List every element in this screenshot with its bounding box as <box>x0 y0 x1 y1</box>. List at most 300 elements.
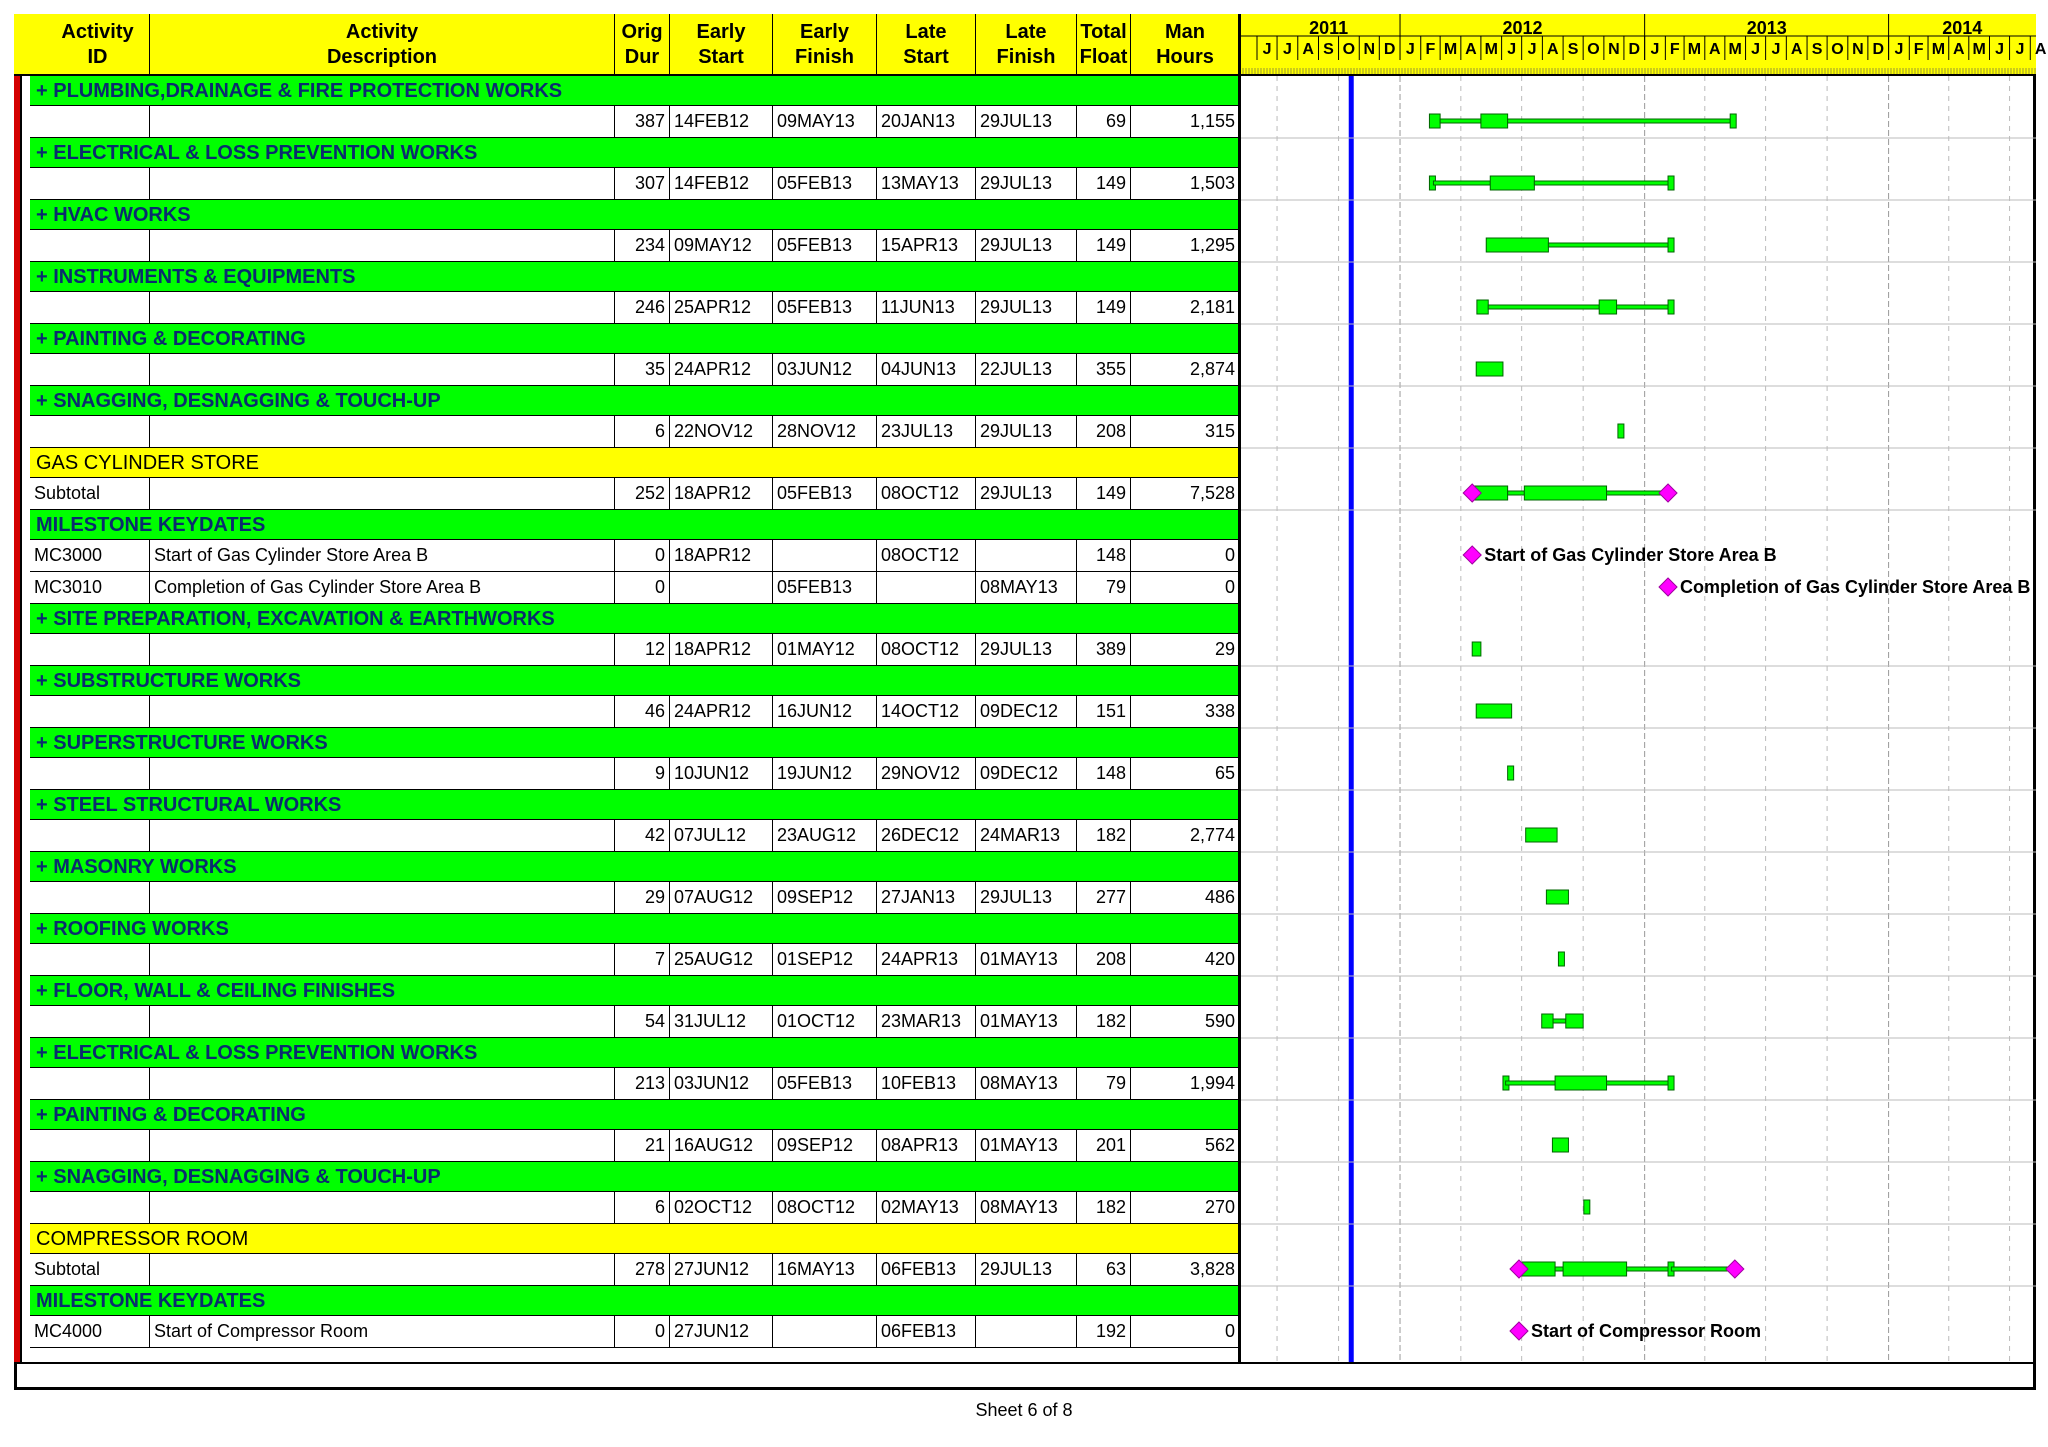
cell-mh: 590 <box>1131 1006 1240 1037</box>
activity-bar <box>1730 114 1736 128</box>
cell-tf: 148 <box>1077 540 1131 571</box>
group-band <box>30 852 1240 882</box>
cell-ef: 19JUN12 <box>773 758 877 789</box>
cell-lf: 22JUL13 <box>976 354 1077 385</box>
cell-lf: 29JUL13 <box>976 416 1077 447</box>
month-label: D <box>1872 41 1885 58</box>
group-label: + MASONRY WORKS <box>36 856 237 878</box>
group-label: + SITE PREPARATION, EXCAVATION & EARTHWORKS <box>36 608 555 630</box>
cell-id <box>30 820 150 851</box>
table-row[interactable] <box>30 292 1240 324</box>
cell-desc <box>150 478 615 509</box>
cell-id: Subtotal <box>30 1254 150 1285</box>
table-row[interactable] <box>30 230 1240 262</box>
header-orig-dur: Orig Dur <box>615 14 670 76</box>
cell-ef: 03JUN12 <box>773 354 877 385</box>
table-row[interactable] <box>30 1068 1240 1100</box>
cell-lf: 09DEC12 <box>976 696 1077 727</box>
cell-ls: 23JUL13 <box>877 416 976 447</box>
year-label: 2012 <box>1502 18 1543 38</box>
cell-ef: 05FEB13 <box>773 168 877 199</box>
group-band <box>30 76 1240 106</box>
milestone-label: Start of Compressor Room <box>1530 1321 1762 1341</box>
cell-dur: 7 <box>615 944 670 975</box>
table-row[interactable] <box>30 168 1240 200</box>
cell-lf: 08MAY13 <box>976 572 1077 603</box>
month-label: N <box>1608 41 1620 58</box>
cell-id <box>30 292 150 323</box>
month-label: A <box>1952 41 1965 58</box>
section-label: GAS CYLINDER STORE <box>36 452 260 474</box>
activity-bar-thin <box>1440 119 1481 123</box>
cell-mh: 315 <box>1131 416 1240 447</box>
milestone-diamond <box>1659 578 1677 596</box>
cell-id <box>30 168 150 199</box>
activity-bar-thin <box>1534 181 1668 185</box>
group-band <box>30 1100 1240 1130</box>
milestone-row[interactable] <box>30 540 1240 572</box>
cell-dur: 29 <box>615 882 670 913</box>
cell-tf: 148 <box>1077 758 1131 789</box>
activity-bar <box>1668 238 1674 252</box>
group-label: + STEEL STRUCTURAL WORKS <box>36 794 342 816</box>
cell-es: 02OCT12 <box>670 1192 773 1223</box>
group-band <box>30 976 1240 1006</box>
cell-ef: 09SEP12 <box>773 1130 877 1161</box>
cell-ls: 24APR13 <box>877 944 976 975</box>
cell-id <box>30 1130 150 1161</box>
cell-ef: 16JUN12 <box>773 696 877 727</box>
month-label: J <box>2015 41 2025 58</box>
cell-es: 31JUL12 <box>670 1006 773 1037</box>
header-early-start: Early Start <box>670 14 773 76</box>
table-row[interactable] <box>30 1254 1240 1286</box>
cell-mh: 1,295 <box>1131 230 1240 261</box>
cell-tf: 63 <box>1077 1254 1131 1285</box>
activity-bar <box>1486 238 1548 252</box>
month-label: J <box>1751 41 1761 58</box>
month-label: M <box>1931 41 1946 58</box>
activity-bar <box>1477 300 1488 314</box>
header-early-finish: Early Finish <box>773 14 877 76</box>
cell-id <box>30 696 150 727</box>
activity-bar <box>1552 1138 1568 1152</box>
group-label: + ROOFING WORKS <box>36 918 229 940</box>
cell-lf: 29JUL13 <box>976 1254 1077 1285</box>
cell-desc <box>150 882 615 913</box>
activity-bar-thin <box>1555 1267 1563 1271</box>
cell-mh: 1,503 <box>1131 168 1240 199</box>
activity-bar-thin <box>1553 1019 1566 1023</box>
cell-dur: 9 <box>615 758 670 789</box>
cell-ef: 01OCT12 <box>773 1006 877 1037</box>
cell-desc <box>150 354 615 385</box>
cell-mh: 1,994 <box>1131 1068 1240 1099</box>
table-row[interactable] <box>30 882 1240 914</box>
cell-ls: 02MAY13 <box>877 1192 976 1223</box>
cell-mh: 0 <box>1131 540 1240 571</box>
group-label: + ELECTRICAL & LOSS PREVENTION WORKS <box>36 142 478 164</box>
month-label: F <box>1425 41 1436 58</box>
cell-lf <box>976 1316 1077 1347</box>
cell-tf: 208 <box>1077 416 1131 447</box>
month-label: O <box>1587 41 1600 58</box>
group-band <box>30 510 1240 540</box>
cell-id <box>30 230 150 261</box>
cell-es: 07AUG12 <box>670 882 773 913</box>
month-label: A <box>1790 41 1803 58</box>
cell-tf: 79 <box>1077 1068 1131 1099</box>
cell-id <box>30 634 150 665</box>
cell-tf: 208 <box>1077 944 1131 975</box>
cell-ls: 29NOV12 <box>877 758 976 789</box>
cell-ls: 15APR13 <box>877 230 976 261</box>
month-label: S <box>1811 41 1823 58</box>
cell-dur: 42 <box>615 820 670 851</box>
cell-lf: 09DEC12 <box>976 758 1077 789</box>
group-band <box>30 138 1240 168</box>
table-row[interactable] <box>30 758 1240 790</box>
month-label: F <box>1669 41 1680 58</box>
table-row[interactable] <box>30 944 1240 976</box>
cell-es: 24APR12 <box>670 354 773 385</box>
milestone-diamond <box>1463 546 1481 564</box>
cell-desc: Completion of Gas Cylinder Store Area B <box>150 572 615 603</box>
cell-es: 16AUG12 <box>670 1130 773 1161</box>
month-label: A <box>2034 41 2047 58</box>
cell-tf: 192 <box>1077 1316 1131 1347</box>
activity-bar-thin <box>1508 119 1731 123</box>
month-label: J <box>1527 41 1537 58</box>
cell-id <box>30 1006 150 1037</box>
cell-ef: 23AUG12 <box>773 820 877 851</box>
month-label: J <box>1405 41 1415 58</box>
activity-bar-thin <box>1617 305 1668 309</box>
cell-lf: 29JUL13 <box>976 230 1077 261</box>
table-row[interactable] <box>30 1192 1240 1224</box>
cell-dur: 6 <box>615 416 670 447</box>
month-label: N <box>1852 41 1864 58</box>
cell-tf: 389 <box>1077 634 1131 665</box>
group-band <box>30 666 1240 696</box>
group-band <box>30 1286 1240 1316</box>
cell-tf: 182 <box>1077 820 1131 851</box>
cell-desc <box>150 168 615 199</box>
table-row[interactable] <box>30 634 1240 666</box>
year-label: 2014 <box>1942 18 1983 38</box>
cell-dur: 0 <box>615 540 670 571</box>
cell-desc <box>150 758 615 789</box>
cell-lf: 29JUL13 <box>976 478 1077 509</box>
activity-bar <box>1481 114 1508 128</box>
cell-tf: 182 <box>1077 1006 1131 1037</box>
month-label: S <box>1567 41 1579 58</box>
milestone-row[interactable] <box>30 1316 1240 1348</box>
cell-desc <box>150 416 615 447</box>
cell-ef: 05FEB13 <box>773 292 877 323</box>
group-label: MILESTONE KEYDATES <box>36 1290 266 1312</box>
cell-tf: 149 <box>1077 230 1131 261</box>
cell-dur: 6 <box>615 1192 670 1223</box>
cell-tf: 355 <box>1077 354 1131 385</box>
cell-dur: 213 <box>615 1068 670 1099</box>
activity-bar <box>1668 300 1674 314</box>
cell-ef: 09MAY13 <box>773 106 877 137</box>
table-row[interactable] <box>30 354 1240 386</box>
group-label: + SNAGGING, DESNAGGING & TOUCH-UP <box>36 390 441 412</box>
month-label: O <box>1831 41 1844 58</box>
cell-dur: 0 <box>615 1316 670 1347</box>
activity-bar-thin <box>1433 181 1490 185</box>
activity-bar <box>1508 766 1514 780</box>
month-label: S <box>1323 41 1334 58</box>
cell-ef: 05FEB13 <box>773 572 877 603</box>
cell-ef <box>773 540 877 571</box>
group-band <box>30 604 1240 634</box>
cell-dur: 278 <box>615 1254 670 1285</box>
milestone-diamond <box>1659 484 1677 502</box>
cell-lf: 01MAY13 <box>976 1130 1077 1161</box>
section-band <box>30 448 1240 478</box>
cell-lf: 29JUL13 <box>976 634 1077 665</box>
sheet-number: Sheet 6 of 8 <box>975 1400 1073 1420</box>
group-band <box>30 200 1240 230</box>
activity-bar <box>1668 1076 1674 1090</box>
left-red-border <box>14 76 22 1364</box>
cell-ef: 05FEB13 <box>773 230 877 261</box>
cell-mh: 65 <box>1131 758 1240 789</box>
activity-bar <box>1599 300 1616 314</box>
header-man-hours: Man Hours <box>1131 14 1240 76</box>
cell-desc: Start of Gas Cylinder Store Area B <box>150 540 615 571</box>
cell-id <box>30 882 150 913</box>
cell-dur: 0 <box>615 572 670 603</box>
group-label: + PAINTING & DECORATING <box>36 1104 306 1126</box>
activity-bar-thin <box>1627 1267 1668 1271</box>
cell-ef: 09SEP12 <box>773 882 877 913</box>
cell-ls: 08OCT12 <box>877 478 976 509</box>
month-label: F <box>1913 41 1924 58</box>
cell-mh: 562 <box>1131 1130 1240 1161</box>
cell-lf: 01MAY13 <box>976 944 1077 975</box>
cell-desc <box>150 106 615 137</box>
milestone-diamond <box>1510 1322 1528 1340</box>
month-label: O <box>1342 41 1356 58</box>
month-label: J <box>1650 41 1660 58</box>
cell-mh: 338 <box>1131 696 1240 727</box>
cell-desc <box>150 1254 615 1285</box>
cell-dur: 35 <box>615 354 670 385</box>
cell-id <box>30 1192 150 1223</box>
cell-ef: 01MAY12 <box>773 634 877 665</box>
group-label: + INSTRUMENTS & EQUIPMENTS <box>36 266 356 288</box>
cell-mh: 2,181 <box>1131 292 1240 323</box>
cell-ef: 16MAY13 <box>773 1254 877 1285</box>
activity-bar <box>1524 486 1606 500</box>
cell-ls: 06FEB13 <box>877 1316 976 1347</box>
cell-mh: 3,828 <box>1131 1254 1240 1285</box>
header-activity-id: Activity ID <box>46 14 150 76</box>
activity-bar-thin <box>1607 1081 1668 1085</box>
cell-lf <box>976 540 1077 571</box>
activity-bar <box>1476 704 1511 718</box>
cell-lf: 29JUL13 <box>976 168 1077 199</box>
activity-bar <box>1563 1262 1626 1276</box>
cell-dur: 387 <box>615 106 670 137</box>
cell-ls: 14OCT12 <box>877 696 976 727</box>
cell-es: 03JUN12 <box>670 1068 773 1099</box>
cell-es: 10JUN12 <box>670 758 773 789</box>
group-label: + SUBSTRUCTURE WORKS <box>36 670 302 692</box>
table-row[interactable] <box>30 820 1240 852</box>
cell-id: MC3010 <box>30 572 150 603</box>
group-band <box>30 386 1240 416</box>
cell-lf: 08MAY13 <box>976 1068 1077 1099</box>
cell-mh: 270 <box>1131 1192 1240 1223</box>
group-label: + PLUMBING,DRAINAGE & FIRE PROTECTION WORKS <box>36 80 563 102</box>
month-label: J <box>1894 41 1904 58</box>
cell-es: 14FEB12 <box>670 106 773 137</box>
activity-bar-thin <box>1488 305 1599 309</box>
month-label: M <box>1443 41 1458 58</box>
header-total-float: Total Float <box>1077 14 1131 76</box>
month-label: D <box>1628 41 1641 58</box>
cell-ls: 11JUN13 <box>877 292 976 323</box>
cell-tf: 182 <box>1077 1192 1131 1223</box>
cell-desc <box>150 1006 615 1037</box>
cell-lf: 08MAY13 <box>976 1192 1077 1223</box>
month-label: M <box>1972 41 1986 58</box>
cell-ef <box>773 1316 877 1347</box>
activity-bar <box>1555 1076 1606 1090</box>
group-band <box>30 790 1240 820</box>
cell-tf: 79 <box>1077 572 1131 603</box>
section-label: COMPRESSOR ROOM <box>36 1228 249 1250</box>
cell-desc <box>150 634 615 665</box>
cell-dur: 54 <box>615 1006 670 1037</box>
milestone-diamond <box>1726 1260 1744 1278</box>
table-row[interactable] <box>30 1130 1240 1162</box>
cell-dur: 12 <box>615 634 670 665</box>
cell-es: 24APR12 <box>670 696 773 727</box>
cell-mh: 0 <box>1131 1316 1240 1347</box>
cell-mh: 2,874 <box>1131 354 1240 385</box>
cell-ls: 26DEC12 <box>877 820 976 851</box>
cell-desc <box>150 696 615 727</box>
cell-tf: 277 <box>1077 882 1131 913</box>
cell-es: 18APR12 <box>670 478 773 509</box>
cell-ef: 05FEB13 <box>773 478 877 509</box>
cell-tf: 149 <box>1077 478 1131 509</box>
group-label: + SNAGGING, DESNAGGING & TOUCH-UP <box>36 1166 441 1188</box>
cell-es: 27JUN12 <box>670 1316 773 1347</box>
cell-dur: 307 <box>615 168 670 199</box>
cell-desc <box>150 820 615 851</box>
activity-bar <box>1558 952 1564 966</box>
table-row[interactable] <box>30 106 1240 138</box>
cell-ef: 08OCT12 <box>773 1192 877 1223</box>
cell-id <box>30 416 150 447</box>
activity-bar <box>1566 1014 1583 1028</box>
month-label: A <box>1302 41 1314 58</box>
table-row[interactable] <box>30 696 1240 728</box>
group-label: MILESTONE KEYDATES <box>36 514 266 536</box>
activity-bar <box>1429 114 1440 128</box>
cell-es: 27JUN12 <box>670 1254 773 1285</box>
activity-bar <box>1490 176 1534 190</box>
cell-ls: 10FEB13 <box>877 1068 976 1099</box>
cell-lf: 29JUL13 <box>976 292 1077 323</box>
activity-bar <box>1476 362 1503 376</box>
cell-mh: 486 <box>1131 882 1240 913</box>
month-label: A <box>1465 41 1477 58</box>
cell-desc <box>150 944 615 975</box>
cell-id <box>30 1068 150 1099</box>
cell-mh: 420 <box>1131 944 1240 975</box>
cell-ls: 27JAN13 <box>877 882 976 913</box>
cell-ls: 08OCT12 <box>877 540 976 571</box>
activity-bar <box>1618 424 1624 438</box>
activity-bar <box>1546 890 1568 904</box>
month-label: A <box>1546 41 1559 58</box>
group-label: + SUPERSTRUCTURE WORKS <box>36 732 328 754</box>
cell-lf: 29JUL13 <box>976 882 1077 913</box>
cell-ls: 23MAR13 <box>877 1006 976 1037</box>
milestone-row[interactable] <box>30 572 1240 604</box>
cell-ls: 08OCT12 <box>877 634 976 665</box>
header-late-finish: Late Finish <box>976 14 1077 76</box>
cell-mh: 7,528 <box>1131 478 1240 509</box>
year-label: 2013 <box>1746 18 1787 38</box>
month-label: M <box>1484 41 1498 58</box>
cell-lf: 24MAR13 <box>976 820 1077 851</box>
cell-ls <box>877 572 976 603</box>
cell-es: 18APR12 <box>670 540 773 571</box>
cell-tf: 149 <box>1077 292 1131 323</box>
activity-bar <box>1472 642 1481 656</box>
month-label: M <box>1687 41 1702 58</box>
cell-lf: 29JUL13 <box>976 106 1077 137</box>
group-band <box>30 728 1240 758</box>
cell-id <box>30 758 150 789</box>
cell-ls: 08APR13 <box>877 1130 976 1161</box>
table-bottom-border <box>14 1362 2036 1364</box>
table-row[interactable] <box>30 416 1240 448</box>
cell-id <box>30 106 150 137</box>
cell-dur: 246 <box>615 292 670 323</box>
cell-desc <box>150 1130 615 1161</box>
cell-mh: 1,155 <box>1131 106 1240 137</box>
cell-es: 14FEB12 <box>670 168 773 199</box>
activity-bar-thin <box>1506 1081 1555 1085</box>
year-label: 2011 <box>1309 18 1349 38</box>
cell-ef: 28NOV12 <box>773 416 877 447</box>
cell-es: 07JUL12 <box>670 820 773 851</box>
cell-id: Subtotal <box>30 478 150 509</box>
group-band <box>30 262 1240 292</box>
cell-tf: 151 <box>1077 696 1131 727</box>
month-label: M <box>1728 41 1742 58</box>
table-row[interactable] <box>30 478 1240 510</box>
cell-id <box>30 944 150 975</box>
cell-id: MC4000 <box>30 1316 150 1347</box>
cell-ef: 05FEB13 <box>773 1068 877 1099</box>
cell-ls: 04JUN13 <box>877 354 976 385</box>
group-band <box>30 914 1240 944</box>
cell-desc <box>150 292 615 323</box>
table-row[interactable] <box>30 1006 1240 1038</box>
group-label: + PAINTING & DECORATING <box>36 328 306 350</box>
